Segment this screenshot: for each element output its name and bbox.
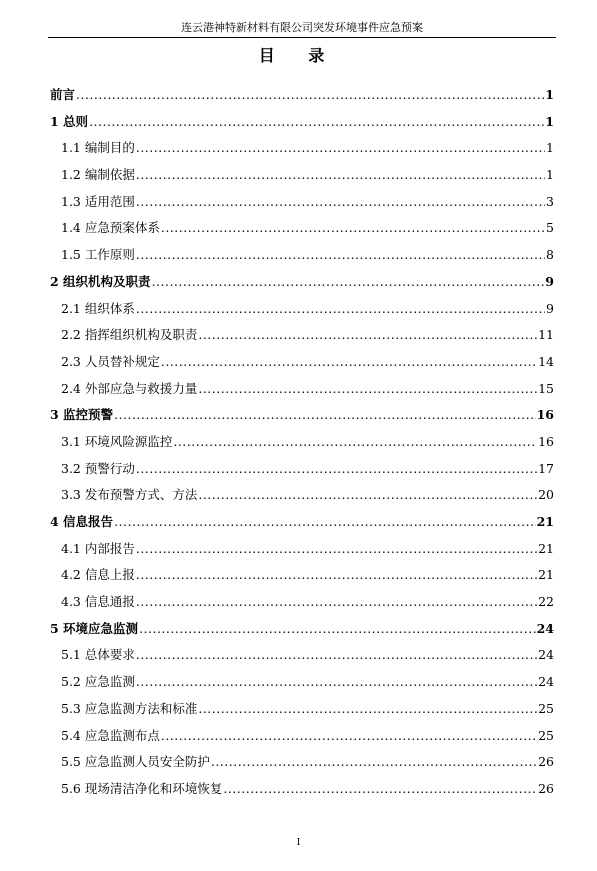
toc-chapter-entry[interactable] [50,509,554,536]
toc-section-entry[interactable] [50,322,554,349]
toc-entry-page: 1 [546,167,554,183]
toc-dot-leader [136,135,545,162]
toc-entry-label: 1.1 编制目的 [61,140,135,156]
toc-dot-leader [136,296,545,323]
toc-entry-label: 4 信息报告 [50,514,114,529]
toc-entry-page: 1 [545,87,554,102]
toc-dot-leader [198,376,537,403]
toc-entry-label: 3.2 预警行动 [61,460,135,476]
toc-entry-page: 17 [538,460,554,476]
toc-entry-label: 2.1 组织体系 [61,300,135,316]
toc-chapter-entry[interactable] [50,616,554,643]
toc-entry-page: 9 [546,300,554,316]
toc-entry-label: 3.1 环境风险源监控 [61,433,173,449]
toc-section-entry[interactable] [50,349,554,376]
toc-dot-leader [136,189,545,216]
toc-entry-page: 24 [538,674,554,690]
toc-entry-page: 8 [546,247,554,263]
toc-entry-page: 1 [546,140,554,156]
toc-entry-page: 21 [538,567,554,583]
toc-dot-leader [139,616,536,643]
toc-title: 目 录 [258,46,339,65]
toc-section-entry[interactable] [50,776,554,803]
toc-chapter-entry[interactable] [50,269,554,296]
toc-section-entry[interactable] [50,482,554,509]
toc-entry-page: 14 [538,353,554,369]
page-number: I [296,838,301,848]
toc-dot-leader [161,215,545,242]
toc-entry-label: 4.1 内部报告 [61,540,135,556]
toc-section-entry[interactable] [50,189,554,216]
toc-dot-leader [136,162,545,189]
toc-section-entry[interactable] [50,135,554,162]
toc-section-entry[interactable] [50,242,554,269]
toc-entry-label: 1.2 编制依据 [61,167,135,183]
toc-dot-leader [198,482,537,509]
toc-entry-label: 1.3 适用范围 [61,193,135,209]
toc-dot-leader [89,109,544,136]
toc-entry-label: 前言 [50,87,76,102]
toc-section-entry[interactable] [50,562,554,589]
toc-chapter-entry[interactable] [50,109,554,136]
toc-section-entry[interactable] [50,296,554,323]
toc-dot-leader [114,402,536,429]
toc-entry-page: 26 [538,754,554,770]
toc-dot-leader [136,456,537,483]
toc-section-entry[interactable] [50,696,554,723]
toc-entry-page: 24 [536,620,554,636]
page-header: 连云港神特新材料有限公司突发环境事件应急预案 [48,20,556,38]
toc-dot-leader [114,509,536,536]
toc-chapter-entry[interactable] [50,82,554,109]
toc-entry-page: 5 [546,220,554,236]
toc-entry-label: 5.4 应急监测布点 [61,727,160,743]
toc-entry-page: 25 [538,700,554,716]
toc-dot-leader [152,269,545,296]
toc-section-entry[interactable] [50,589,554,616]
toc-dot-leader [136,242,545,269]
toc-entry-label: 3.3 发布预警方式、方法 [61,487,198,503]
toc-dot-leader [198,696,537,723]
toc-section-entry[interactable] [50,669,554,696]
toc-entry-page: 16 [538,433,554,449]
toc-section-entry[interactable] [50,749,554,776]
toc-entry-page: 24 [538,647,554,663]
toc-entry-page: 21 [536,514,554,529]
toc-entry-label: 2.2 指挥组织机构及职责 [61,327,198,343]
toc-section-entry[interactable] [50,642,554,669]
toc-entry-label: 2 组织机构及职责 [50,273,151,289]
toc-entry-page: 9 [545,273,554,289]
toc-dot-leader [161,723,537,750]
toc-dot-leader [136,669,537,696]
toc-dot-leader [136,562,537,589]
toc-dot-leader [161,349,537,376]
toc-section-entry[interactable] [50,162,554,189]
toc-entry-page: 1 [545,113,554,129]
toc-entry-page: 20 [538,487,554,503]
toc-dot-leader [223,776,537,803]
toc-entry-page: 11 [538,327,554,343]
toc-entry-page: 26 [538,780,554,796]
toc-entry-label: 5.5 应急监测人员安全防护 [61,754,210,770]
toc-entry-label: 3 监控预警 [50,407,114,423]
toc-entry-page: 22 [538,594,554,610]
toc-entry-label: 1.5 工作原则 [61,247,135,263]
toc-entry-page: 16 [536,407,554,423]
toc-dot-leader [211,749,537,776]
toc-section-entry[interactable] [50,215,554,242]
toc-dot-leader [136,642,537,669]
toc-dot-leader [136,536,537,563]
toc-entry-label: 5.2 应急监测 [61,674,135,690]
toc-section-entry[interactable] [50,456,554,483]
toc-entry-label: 1.4 应急预案体系 [61,220,160,236]
toc-entry-page: 15 [538,380,554,396]
toc-dot-leader [76,82,544,109]
table-of-contents [50,82,554,803]
toc-entry-label: 2.3 人员替补规定 [61,353,160,369]
toc-entry-label: 5.1 总体要求 [61,647,135,663]
toc-section-entry[interactable] [50,536,554,563]
toc-entry-label: 1 总则 [50,113,89,129]
toc-entry-page: 21 [538,540,554,556]
toc-entry-label: 2.4 外部应急与救援力量 [61,380,198,396]
toc-entry-page: 25 [538,727,554,743]
toc-entry-label: 4.3 信息通报 [61,594,135,610]
toc-entry-label: 5 环境应急监测 [50,620,139,636]
toc-chapter-entry[interactable] [50,402,554,429]
toc-dot-leader [173,429,537,456]
toc-section-entry[interactable] [50,429,554,456]
toc-entry-label: 5.3 应急监测方法和标准 [61,700,198,716]
toc-section-entry[interactable] [50,723,554,750]
toc-dot-leader [136,589,537,616]
toc-entry-page: 3 [546,193,554,209]
toc-entry-label: 5.6 现场清洁净化和环境恢复 [61,780,223,796]
toc-entry-label: 4.2 信息上报 [61,567,135,583]
toc-section-entry[interactable] [50,376,554,403]
toc-dot-leader [198,322,537,349]
